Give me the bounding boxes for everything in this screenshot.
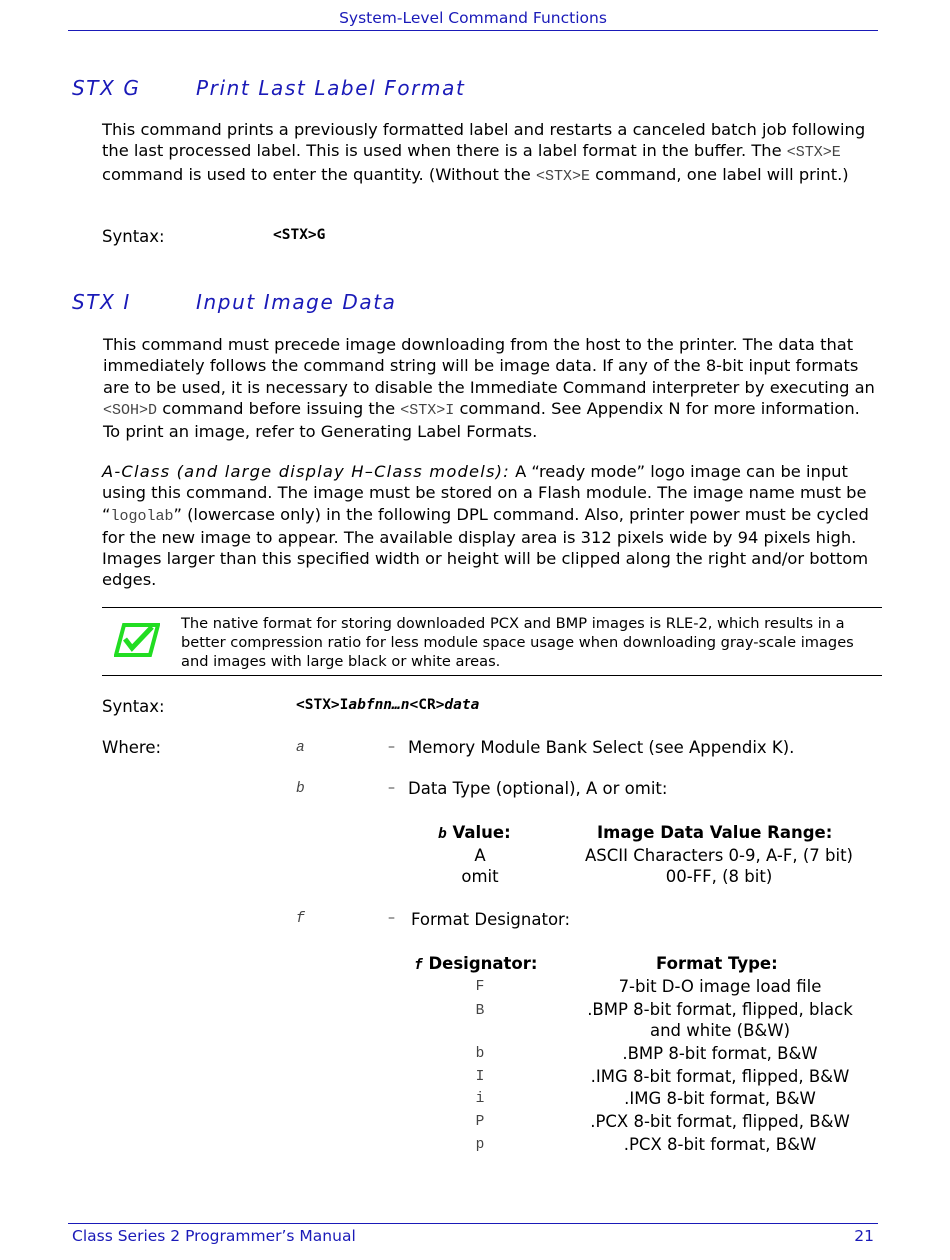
f-table-format-type: 7-bit D-O image load file bbox=[618, 977, 822, 996]
syntax-part: <STX>I bbox=[296, 697, 349, 713]
text-run: command. See Appendix N for more information. To print an image, refer to Generating Label Formats. bbox=[103, 398, 860, 442]
param-f-dash: – bbox=[388, 910, 395, 926]
header-code: b bbox=[438, 826, 447, 842]
param-f-letter: f bbox=[296, 911, 305, 927]
f-table-header-format-type: Format Type: bbox=[656, 954, 778, 973]
text-run: A “ready mode” logo image can be input using this command. The image must be stored on a Flash module. The image name must be “ bbox=[102, 462, 867, 524]
b-table-value: omit bbox=[461, 867, 499, 886]
a-class-description bbox=[102, 461, 877, 591]
italic-lead: A-Class (and large display H–Class models): bbox=[102, 462, 510, 481]
syntax-part: <CR> bbox=[409, 697, 445, 713]
note-text: The native format for storing downloaded PCX and BMP images is RLE-2, which results in a better compression ratio for less module space usage when downloading gray-scale images and images with large black or white areas. bbox=[181, 615, 854, 670]
stx-g-syntax: <STX>G bbox=[273, 227, 326, 243]
stx-g-description bbox=[102, 119, 877, 187]
f-table-designator: p bbox=[475, 1137, 485, 1153]
syntax-label: Syntax: bbox=[102, 227, 165, 246]
header-code: f bbox=[414, 957, 423, 973]
inline-code: <SOH>D bbox=[103, 401, 158, 419]
inline-code: logolab bbox=[110, 507, 174, 525]
f-table-designator: B bbox=[475, 1003, 485, 1019]
footer-rule bbox=[68, 1223, 878, 1224]
header-text: Designator: bbox=[422, 954, 538, 973]
page-header: System-Level Command Functions bbox=[339, 9, 607, 27]
param-f-description: Format Designator: bbox=[411, 910, 571, 929]
b-table-header-range: Image Data Value Range: bbox=[597, 823, 833, 842]
text-run: This command prints a previously formatted label and restarts a canceled batch job following the last processed label. This is used when there is a label format in the buffer. The bbox=[102, 120, 866, 161]
inline-code: <STX>E bbox=[535, 167, 590, 185]
f-table-format-type: .BMP 8-bit format, flipped, black bbox=[587, 1000, 853, 1019]
f-table-format-type: .IMG 8-bit format, B&W bbox=[624, 1089, 816, 1108]
f-table-designator: i bbox=[475, 1091, 485, 1107]
header-text: Value: bbox=[446, 823, 511, 842]
b-table-range: 00-FF, (8 bit) bbox=[665, 867, 773, 886]
text-run: command is used to enter the quantity. (Without the bbox=[102, 164, 536, 184]
stx-i-syntax bbox=[296, 697, 479, 713]
param-b-description: Data Type (optional), A or omit: bbox=[408, 779, 668, 798]
text-run: command, one label will print.) bbox=[589, 164, 849, 184]
section-title-stx-i-command: STX I bbox=[72, 290, 131, 314]
f-table-designator: b bbox=[475, 1046, 485, 1062]
param-a-letter: a bbox=[296, 740, 305, 756]
text-run: ” (lowercase only) in the following DPL command. Also, printer power must be cycled for the new image to appear. The available display area is 312 pixels wide by 94 pixels high. Images larger than this specified width or height will be clipped along the right and/or bottom edges. bbox=[102, 504, 869, 590]
syntax-part: abfnn…n bbox=[348, 697, 410, 713]
f-table-designator: P bbox=[475, 1114, 485, 1130]
f-table-designator: F bbox=[475, 979, 485, 995]
param-a-description: Memory Module Bank Select (see Appendix K). bbox=[408, 738, 795, 757]
param-a-dash: – bbox=[388, 739, 395, 755]
text-run: command before issuing the bbox=[157, 398, 401, 418]
where-label: Where: bbox=[102, 738, 162, 757]
f-table-designator: I bbox=[475, 1069, 485, 1085]
inline-code: <STX>E bbox=[786, 144, 841, 162]
f-table-header-designator bbox=[414, 954, 538, 973]
note-bottom-rule bbox=[102, 675, 882, 676]
b-table-value: A bbox=[474, 846, 486, 865]
stx-i-description bbox=[103, 334, 878, 442]
f-table-format-type: .IMG 8-bit format, flipped, B&W bbox=[590, 1067, 850, 1086]
f-table-format-type: .BMP 8-bit format, B&W bbox=[622, 1044, 818, 1063]
checkmark-note-icon bbox=[114, 622, 160, 658]
param-b-dash: – bbox=[388, 780, 395, 796]
section-title-stx-g-name: Print Last Label Format bbox=[196, 76, 466, 100]
section-title-stx-i-name: Input Image Data bbox=[196, 290, 397, 314]
syntax-part: data bbox=[444, 697, 480, 713]
param-b-letter: b bbox=[296, 781, 305, 797]
footer-page-number: 21 bbox=[854, 1227, 874, 1245]
note-top-rule bbox=[102, 607, 882, 608]
text-run: This command must precede image downloading from the host to the printer. The data that immediately follows the command string will be image data. If any of the 8-bit input formats are to be used, it is necessary to disable the Immediate Command interpreter by executing an bbox=[103, 335, 875, 397]
b-table-range: ASCII Characters 0-9, A-F, (7 bit) bbox=[584, 846, 853, 865]
f-table-format-type: .PCX 8-bit format, B&W bbox=[623, 1135, 817, 1154]
f-table-format-type-continued: and white (B&W) bbox=[649, 1021, 791, 1040]
footer-manual-title: Class Series 2 Programmer’s Manual bbox=[72, 1227, 356, 1245]
header-rule bbox=[68, 30, 878, 31]
syntax-label: Syntax: bbox=[102, 697, 165, 716]
f-table-format-type: .PCX 8-bit format, flipped, B&W bbox=[590, 1112, 850, 1131]
b-table-header-value bbox=[438, 823, 511, 842]
section-title-stx-g-command: STX G bbox=[72, 76, 141, 100]
inline-code: <STX>I bbox=[400, 401, 455, 419]
